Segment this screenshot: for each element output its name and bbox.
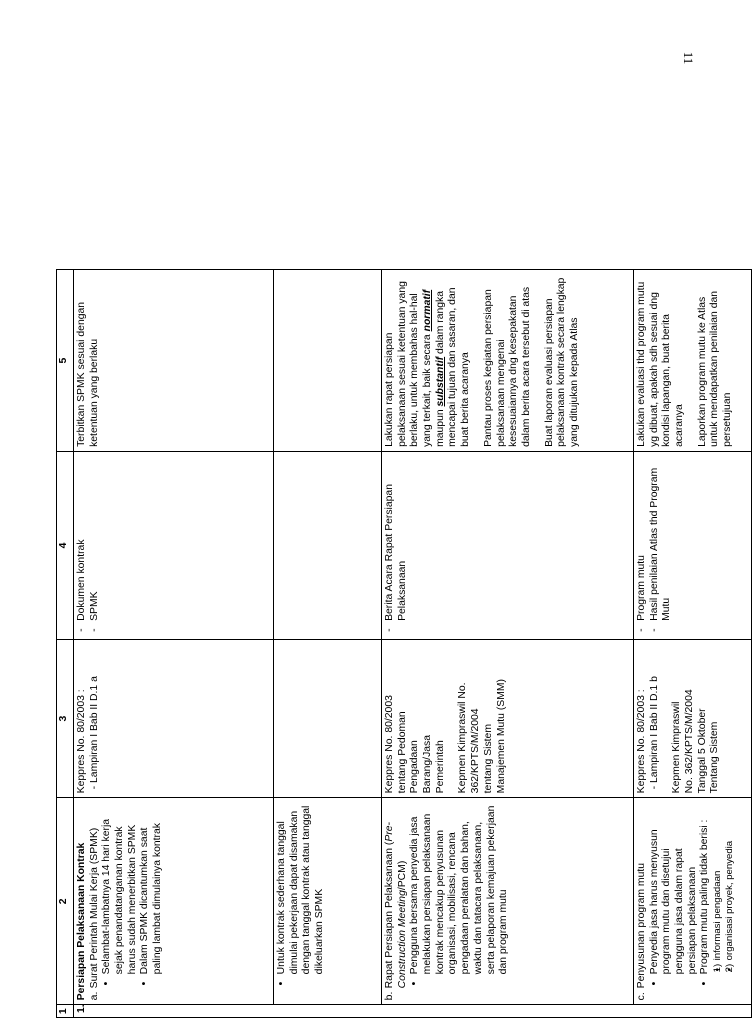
list-item: • 1) informasi pengadaan <box>712 802 724 960</box>
action-paragraph: Buat laporan evaluasi persiapan pelaksanaan kontrak secara lengkap yang ditujukan kepada Atlas <box>543 277 580 447</box>
list-item: - Berita Acara Rapat Persiapan Pelaksanaan <box>384 456 409 621</box>
reference-line: Keppres No. 80/2003 : <box>636 689 647 794</box>
sub-heading <box>636 802 649 1000</box>
header-col-1: 1 <box>57 1005 74 1018</box>
output-cell <box>634 451 752 639</box>
task-cell <box>634 798 752 1005</box>
header-col-2: 2 <box>57 798 74 1005</box>
action-paragraph: Laporkan program mutu ke Atlas untuk mendapatkan penilaian dan persetujuan <box>696 290 734 447</box>
list-item: • Dalam SPMK dicantumkan saat paling lambat dimulainya kontrak <box>139 802 164 974</box>
header-col-5: 5 <box>57 270 74 452</box>
row-number: 1. <box>74 1005 752 1018</box>
action-paragraph: Lakukan rapat persiapan pelaksanaan sesuai ketentuan yang berlaku, untuk membahas hal-hal yang terkait, baik secara normatif maupun substantif dalam rangka mencapai tujuan dan sasaran, dan buat berita acaranya <box>384 281 472 447</box>
action-paragraph: Pantau proses kegiatan persiapan pelaksanaan mengenai kesesuaiannya dng kesepakatan dalam berita acara tersebut di atas <box>482 286 532 447</box>
list-item: • 2) organisasi proyek, penyedia <box>724 802 736 960</box>
list-item: • Penyedia jasa harus menyusun program mutu dan disetujui pengguna jasa dalam rapat persiapan pelaksanaan <box>649 802 700 974</box>
table-row <box>382 59 634 1018</box>
sub-title-italic: Pre-Construction Meeting <box>384 821 408 989</box>
page-number: 11 <box>681 51 696 65</box>
reference-cell <box>634 639 752 797</box>
task-cell <box>274 798 382 1005</box>
reference-line: - Lampiran I Bab II D.1 b <box>648 676 660 790</box>
task-cell <box>74 798 274 1005</box>
reference-cell <box>74 639 274 797</box>
reference-line: - Lampiran I Bab II D.1 a <box>88 676 100 790</box>
section-title: Persiapan Pelaksanaan Kontrak <box>76 842 87 1001</box>
reference-line: Keppres No. 80/2003 : <box>76 689 87 794</box>
implementation-table <box>56 58 752 1018</box>
action-cell <box>634 270 752 452</box>
task-cell <box>382 798 634 1005</box>
sub-heading <box>89 802 102 1000</box>
action-paragraph: Lakukan evaluasi thd program mutu yg dibuat, apakah sdh sesuai dng kondisi lapangan, buat berita acaranya <box>636 281 686 447</box>
output-cell <box>382 451 634 639</box>
sub-title-end: /PCM) <box>396 860 408 891</box>
reference-text: Kepmen Kimpraswil No. 362/KPTS/M/2004 tentang Sistem Manajemen Mutu (SMM) <box>457 679 507 794</box>
sub-title: Penyusunan program mutu <box>636 862 647 989</box>
reference-cell <box>382 639 634 797</box>
list-item: • Pengguna bersama penyedia jasa melakukan persiapan pelaksanaan kontrak mencakup penyusunan organisasi, mobilisasi, rencana pengadaan peralatan dan bahan, waktu dan tatacara pelaksanaan, serta pelaporan kemajuan pekerjaan dan program mutu <box>409 802 511 974</box>
list-item: • Selambat-lambatnya 14 hari kerja sejak penandatanganan kontrak harus sudah menerbitkan SPMK <box>101 802 139 974</box>
action-cell <box>382 270 634 452</box>
output-cell <box>74 451 274 639</box>
reference-text: Keppres No. 80/2003 tentang Pedoman Pengadaan Barang/Jasa Pemerintah <box>384 695 446 794</box>
sub-title: Surat Perintah Mulai Kerja (SPMK) <box>88 827 100 989</box>
table-row <box>274 59 382 1018</box>
list-item: - Dokumen kontrak <box>76 456 89 621</box>
reference-text: Kepmen Kimpraswil No. 362/KPTS/M/2004 Tanggal 5 Oktober Tentang Sistem <box>671 689 721 794</box>
list-item: - Program mutu <box>636 456 649 621</box>
table-row <box>634 59 752 1018</box>
sub-title: Rapat Persiapan Pelaksanaan ( <box>384 841 395 989</box>
sub-label: a. <box>88 991 100 1001</box>
header-row <box>57 59 74 1018</box>
list-item: - Hasil penilaian Atlas thd Program Mutu <box>649 456 674 621</box>
sub-label: c. <box>636 992 647 1001</box>
table-row <box>74 59 274 1018</box>
action-cell: Terbitkan SPMK sesuai dengan ketentuan yang berlaku <box>74 270 274 452</box>
sub-heading <box>384 802 409 1000</box>
header-col-3: 3 <box>57 639 74 797</box>
sub-label: b. <box>384 991 395 1001</box>
header-col-4: 4 <box>57 451 74 639</box>
list-item: • Untuk kontrak sederhana tanggal dimulai pekerjaan dapat disamakan dengan tanggal kontrak atau tanggal dikeluarkan SPMK <box>276 802 327 974</box>
list-item: - SPMK <box>89 456 102 621</box>
list-item: • Program mutu paling tidak berisi : <box>699 802 712 974</box>
